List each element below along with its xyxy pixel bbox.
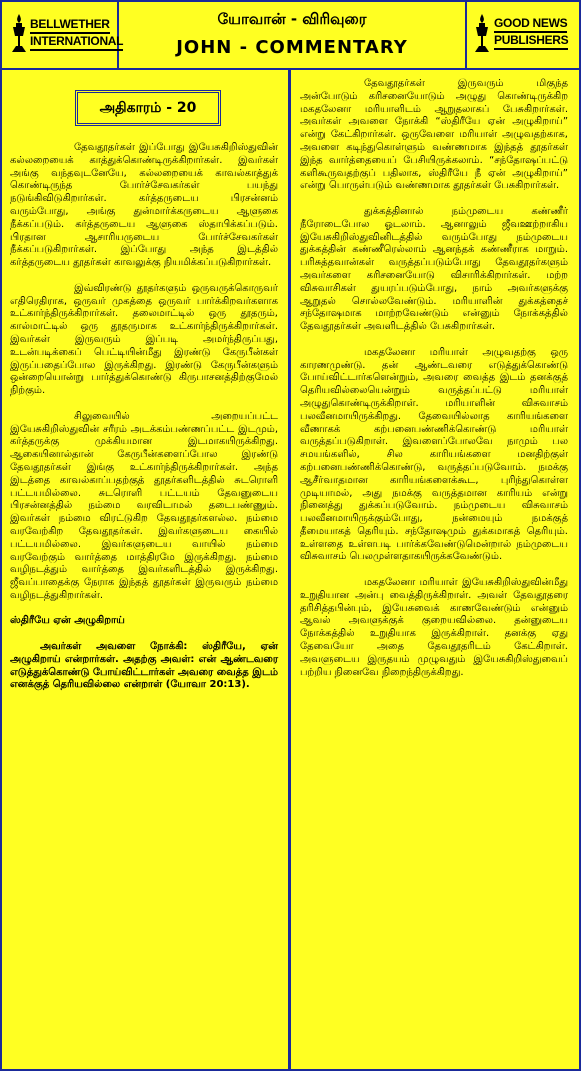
paragraph: துக்கத்தினால் நம்முடைய கண்ணீர் நீரோடைபோல ஓடலாம். ஆனாலும் ஜீவஊற்றாகிய இயேசுகிறிஸ்துவினிடத்தில் வரும்போது நம்முடைய துக்கத்தின் கண்ணீரெல்லாம் ஆனந்தக் கண்ணீராக மாறும். பரிசுத்தவான்கள் வருத்தப்படும்போது தேவதூதர்களும் அவர்களை கரிசனையோடு விசாரிக்கிறார்கள். மற்ற விசுவாசிகள் துயரப்படும்போது, நாம் அவர்களுக்கு ஆறுதல் சொல்லவேண்டும். மரியாளின் துக்கத்தைச் சந்தோஷமாக மாற்றவேண்டும் என்னும் நோக்கத்தில் தேவதூதர்கள் அவளிடத்தில் பேசுகிறார்கள். [300, 205, 568, 333]
good-news-logo [465, 2, 579, 68]
paragraph: தேவதூதர்கள் இப்போது இயேசுகிறிஸ்துவின் கல்லறையைக் காத்துக்கொண்டிருக்கிறார்கள். இவர்கள் அங்கு வந்தவுடனேயே, கல்லறையைக் காவல்காத்துக் கொண்டிருந்த போர்ச்சேவகர்கள் பயந்து நடுங்கிவிடுகிறார்கள். கர்த்தருடைய பிரசன்னம் வரும்போது, அங்கு துன்மார்க்கருடைய ஆளுகை நீக்கப்படும். கர்த்தருடைய ஆளுகை ஸ்தாபிக்கப்படும். பிரதான ஆசாரியருடைய போர்ச்சேவகர்கள் நீக்கப்படுகிறார்கள். இப்போது அந்த இடத்தில் கர்த்தருடைய தூதர்கள் காவலுக்கு நியமிக்கப்படுகிறார்கள். [10, 142, 278, 269]
lamp-icon [473, 12, 491, 54]
bellwether-logo [2, 2, 124, 68]
paragraph: இவ்விரண்டு தூதர்களும் ஒருவருக்கொருவர் எதிரெதிராக, ஒருவர் முகத்தை ஒருவர் பார்க்கிறவர்களாக உட்கார்ந்திருக்கிறார்கள். தலைமாட்டில் ஒரு தூதரும், கால்மாட்டில் ஒரு தூதருமாக உட்கார்ந்திருக்கிறார்கள். இவர்கள் இருவரும் இப்படி அமர்ந்திருப்பது, உடன்படிக்கைப் பெட்டியின்மீது இரண்டு கேருபீன்கள் இருப்பதைப்போல இருக்கிறது. இரண்டு கேருபீன்களும் ஒன்றையொன்று பார்த்துக்கொண்டு கிருபாசனத்திற்குமேல் நிற்கும். [10, 282, 278, 397]
logo-line-2: INTERNATIONAL [30, 34, 123, 51]
paragraph: சிலுவையில் அறையப்பட்ட இயேசுகிறிஸ்துவின் சரீரம் அடக்கம்பண்ணப்பட்ட இடமும், கர்த்தருக்கு முக்கியமான இடமாகயிருக்கிறது. ஆகையினால்தான் கேருபீன்களைப்போல இரண்டு தேவதூதர்கள் இங்கு உட்கார்ந்திருக்கிறார்கள். அந்த இடத்தை காவல்காப்பதற்குத் தூதர்களிடத்தில் சுடரொளி பட்டயமில்லை. சுடரொளி பட்டயம் தேவனுடைய பிரசன்னத்தில் நம்மை வரவிடாமல் தடைபண்ணும். இவர்கள் நம்மை விரட்டுகிற தேவதூதர்களல்ல. நம்மை வரவேற்கிற தேவதூதர்கள். இவர்களுடைய கையில் பட்டயமில்லை. இவர்களுடைய வாயில் நம்மை வரவேற்கும் வார்த்தை மாத்திரமே இருக்கிறது. நம்மை வழிநடத்தும் வார்த்தை இவர்களிடத்தில் இருக்கிறது. ஜீவப்பாதைக்கு நேராக இந்தத் தூதர்கள் இருவரும் நம்மை வழிநடத்துகிறார்கள். [10, 410, 278, 601]
logo-line-2: PUBLISHERS [494, 33, 568, 50]
logo-line-1: GOOD NEWS [494, 16, 567, 33]
good-news-logo-text [494, 16, 568, 50]
paragraph: மகதலேனா மரியாள் அழுவதற்கு ஒரு காரணமுண்டு. தன் ஆண்டவரை எடுத்துக்கொண்டு போய்விட்டார்களென்றும், அவரை வைத்த இடம் தனக்குத் தெரியவில்லையென்றும் வருத்தப்பட்டு மரியாள் அழுதுகொண்டிருக்கிறாள். மரியாளின் விசுவாசம் பலவீனமாயிருக்கிறது. தேவையில்லாத காரியங்களை வீணாகக் கற்பனைபண்ணிக்கொண்டு மரியாள் வருத்தப்படுகிறாள். இவளைப்போலவே நாமும் பல சமயங்களில், சில காரியங்களை மனதிற்குள் கற்பனைபண்ணிக்கொண்டு, வருத்தப்படுவோம். நமக்கு ஆசீர்வாதமான காரியங்களைக்கூட, புரிந்துகொள்ள முடியாமல், அது நமக்கு வருத்தமான காரியம் என்று நினைத்து துக்கப்படுவோம். நம்முடைய விசுவாசம் பலவீனமாயிருக்கும்போது, நன்மையும் நமக்குத் தீமையாகத் தெரியும். சந்தோஷமும் துக்கமாகத் தெரியும். உள்ளதை உள்ளபடி பார்க்கவேண்டுமென்றால் நம்முடைய விசுவாசம் பெலமுள்ளதாகயிருக்கவேண்டும். [300, 346, 568, 563]
title-block [119, 2, 465, 68]
paragraph: மகதலேனா மரியாள் இயேசுகிறிஸ்துவின்மீது உறுதியான அன்பு வைத்திருக்கிறாள். அவள் தேவதூதரை தரிசித்தபின்பும், இயேசுவைக் காணவேண்டும் என்னும் ஆவல் அவளுக்குக் குறையவில்லை. தன்னுடைய நோக்கத்தில் உறுதியாக இருக்கிறாள். தனக்கு ஏது தேவையோ அதை தேவதூதரிடம் கேட்கிறாள். அவளுடைய இருதயம் முழுவதும் இயேசுகிறிஸ்துவைப் பற்றிய நினைவே நிறைந்திருக்கிறது. [300, 577, 568, 678]
lamp-icon [10, 12, 28, 54]
logo-line-1: BELLWETHER [30, 17, 110, 34]
right-column [300, 78, 568, 692]
left-column [10, 142, 278, 692]
column-divider [288, 70, 291, 1069]
title-english: JOHN - COMMENTARY [176, 37, 408, 58]
header [2, 2, 579, 70]
paragraph: தேவதூதர்கள் இருவரும் மிகுந்த அன்போடும் கரிசனையோடும் அழுது கொண்டிருக்கிற மகதலேனா மரியாளிடம் ஆறுதலாகப் பேசுகிறார்கள். அவர்கள் அவளை நோக்கி “ஸ்திரீயே ஏன் அழுகிறாய்” என்று கேட்கிறார்கள். ஒருவேளை மரியாள் அழுவதற்காக, அவளை கடிந்துகொள்ளும் வண்ணமாக இந்தத் தூதர்கள் இந்த வார்த்தையைப் பேசியிருக்கலாம். “சந்தோஷப்பட்டு களிகூருவதற்குப் பதிலாக, ஸ்திரீயே நீ ஏன் அழுகிறாய்” என்று பொருள்படும் வண்ணமாக தூதர்கள் பேசுகிறார்கள். [300, 78, 568, 192]
title-tamil: யோவான் - விரிவுரை [217, 10, 367, 28]
chapter-heading: அதிகாரம் - 20 [75, 90, 221, 126]
scripture-quote: அவர்கள் அவளை நோக்கி: ஸ்திரீயே, ஏன் அழுகிறாய் என்றார்கள். அதற்கு அவள்: என் ஆண்டவரை எடுத்துக்கொண்டு போய்விட்டார்கள் அவரை வைத்த இடம் எனக்குத் தெரியவில்லை என்றாள் (யோவா 20:13). [10, 641, 278, 691]
bellwether-logo-text [30, 17, 123, 51]
section-heading: ஸ்திரீயே ஏன் அழுகிறாய் [10, 615, 125, 627]
